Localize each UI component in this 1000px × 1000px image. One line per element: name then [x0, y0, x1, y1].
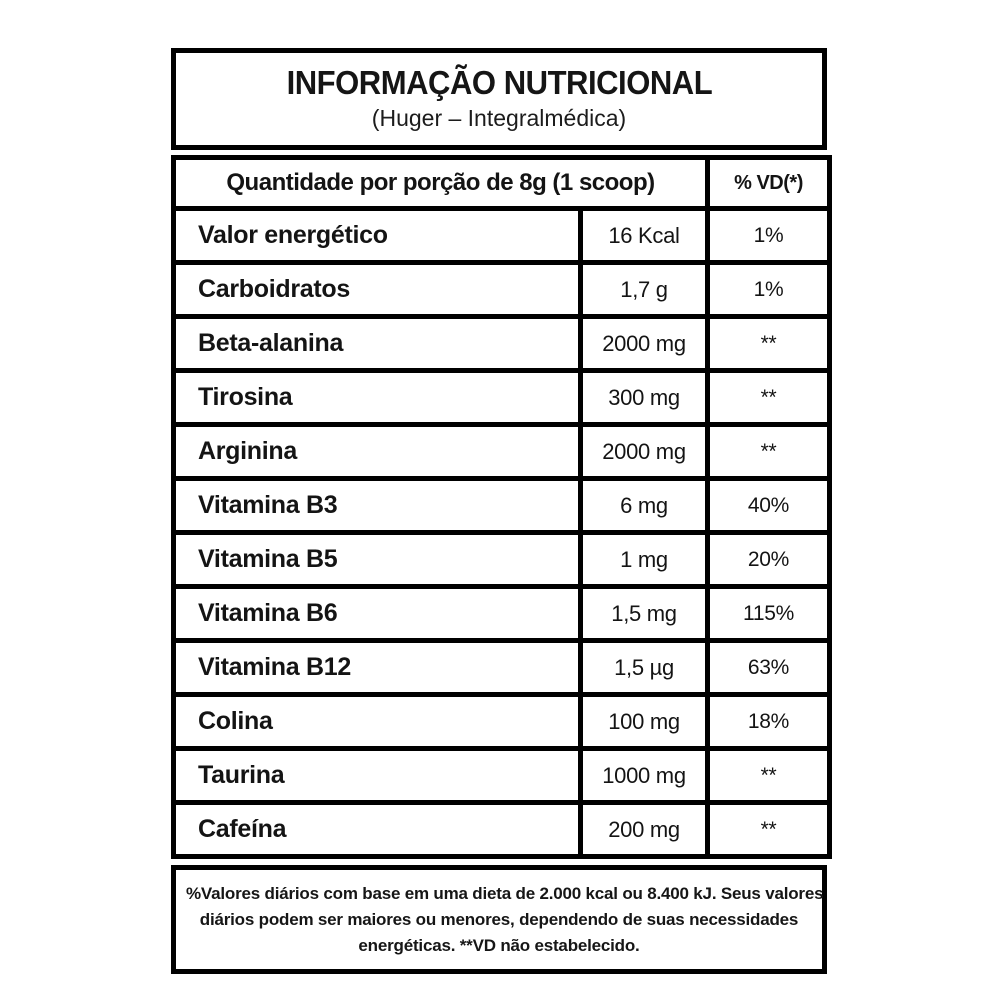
- table-row: [174, 803, 830, 857]
- nutrient-name: Valor energético: [174, 209, 581, 263]
- nutrient-amount: 100 mg: [581, 695, 708, 749]
- nutrition-table: [171, 155, 832, 859]
- table-row: [174, 317, 830, 371]
- table-row: [174, 587, 830, 641]
- nutrient-dv: **: [708, 317, 830, 371]
- nutrient-amount: 1,5 mg: [581, 587, 708, 641]
- nutrient-dv: **: [708, 425, 830, 479]
- nutrient-dv: 40%: [708, 479, 830, 533]
- nutrient-name: Arginina: [174, 425, 581, 479]
- nutrient-name: Carboidratos: [174, 263, 581, 317]
- nutrient-dv: 18%: [708, 695, 830, 749]
- nutrition-label: [171, 48, 827, 974]
- serving-size-header: Quantidade por porção de 8g (1 scoop): [174, 158, 708, 209]
- nutrient-name: Vitamina B3: [174, 479, 581, 533]
- nutrient-name: Colina: [174, 695, 581, 749]
- nutrient-amount: 16 Kcal: [581, 209, 708, 263]
- nutrient-amount: 1000 mg: [581, 749, 708, 803]
- nutrient-dv: 20%: [708, 533, 830, 587]
- nutrient-name: Taurina: [174, 749, 581, 803]
- nutrient-name: Vitamina B6: [174, 587, 581, 641]
- table-row: [174, 479, 830, 533]
- nutrient-name: Vitamina B12: [174, 641, 581, 695]
- nutrient-amount: 1 mg: [581, 533, 708, 587]
- nutrient-amount: 1,5 µg: [581, 641, 708, 695]
- nutrient-name: Vitamina B5: [174, 533, 581, 587]
- table-row: [174, 425, 830, 479]
- nutrient-dv: **: [708, 371, 830, 425]
- label-title: INFORMAÇÃO NUTRICIONAL: [286, 64, 712, 101]
- table-row: [174, 263, 830, 317]
- nutrient-name: Tirosina: [174, 371, 581, 425]
- nutrient-name: Beta-alanina: [174, 317, 581, 371]
- nutrient-amount: 300 mg: [581, 371, 708, 425]
- table-row: [174, 749, 830, 803]
- daily-value-header: % VD(*): [708, 158, 830, 209]
- nutrient-dv: **: [708, 749, 830, 803]
- footnote-line-1: %Valores diários com base em uma dieta de 2.000 kcal ou 8.400 kJ. Seus valores: [186, 884, 824, 903]
- nutrient-dv: 115%: [708, 587, 830, 641]
- table-row: [174, 641, 830, 695]
- nutrient-amount: 2000 mg: [581, 425, 708, 479]
- nutrient-amount: 1,7 g: [581, 263, 708, 317]
- nutrient-dv: 1%: [708, 263, 830, 317]
- table-row: [174, 695, 830, 749]
- nutrient-amount: 2000 mg: [581, 317, 708, 371]
- footnote-box: [171, 865, 827, 974]
- table-row: [174, 371, 830, 425]
- label-subtitle: (Huger – Integralmédica): [371, 105, 627, 131]
- nutrient-dv: **: [708, 803, 830, 857]
- nutrient-name: Cafeína: [174, 803, 581, 857]
- table-row: [174, 533, 830, 587]
- table-row: [174, 209, 830, 263]
- nutrient-dv: 63%: [708, 641, 830, 695]
- nutrient-dv: 1%: [708, 209, 830, 263]
- footnote-line-3: energéticas. **VD não estabelecido.: [358, 936, 640, 955]
- nutrient-amount: 200 mg: [581, 803, 708, 857]
- footnote-line-2: diários podem ser maiores ou menores, dependendo de suas necessidades: [199, 910, 799, 929]
- table-header-row: [174, 158, 830, 209]
- nutrient-amount: 6 mg: [581, 479, 708, 533]
- title-box: [171, 48, 827, 150]
